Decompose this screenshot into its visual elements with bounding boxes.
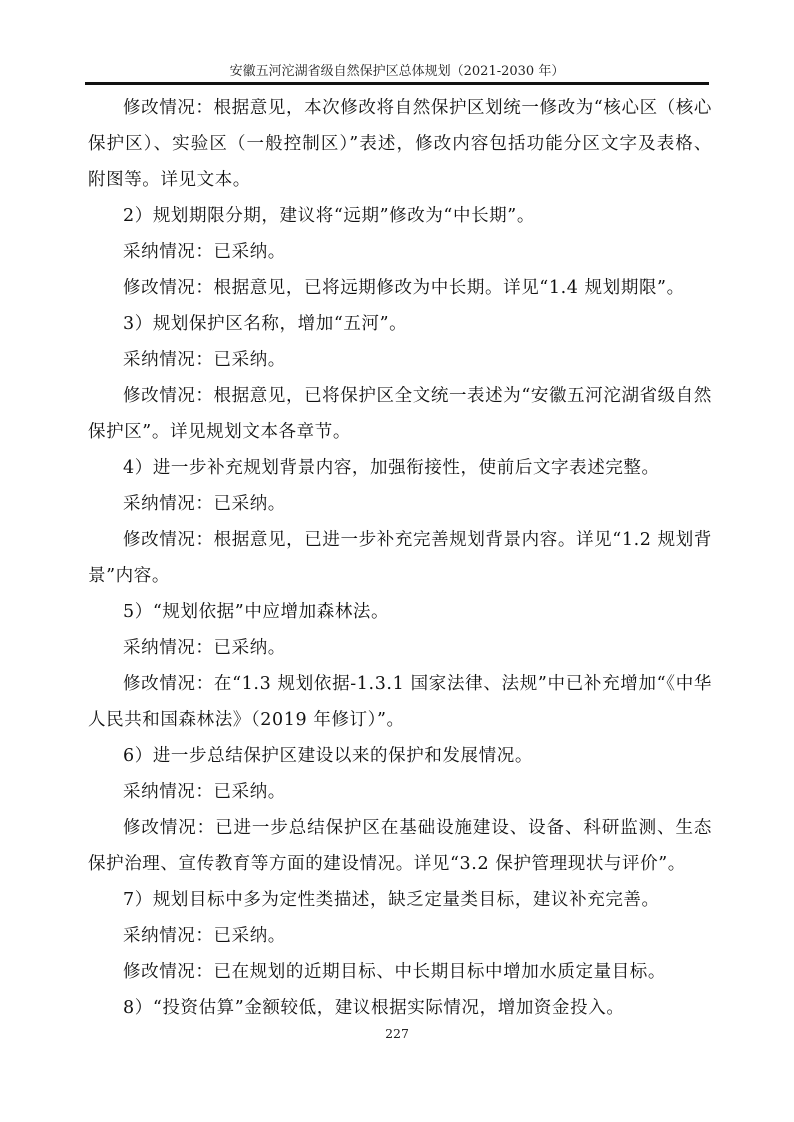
paragraph: 7）规划目标中多为定性类描述，缺乏定量类目标，建议补充完善。 (123, 890, 660, 910)
paragraph: 修改情况：根据意见，本次修改将自然保护区划统一修改为“核心区（核心保护区）、实验区（一般控制区）”表述，修改内容包括功能分区文字及表格、附图等。详见文本。 (88, 98, 712, 190)
paragraph: 8）“投资估算”金额较低，建议根据实际情况，增加资金投入。 (123, 998, 625, 1018)
paragraph: 6）进一步总结保护区建设以来的保护和发展情况。 (123, 746, 533, 766)
paragraph: 修改情况：根据意见，已进一步补充完善规划背景内容。详见“1.2 规划背景”内容。 (88, 530, 712, 586)
paragraph: 3）规划保护区名称，增加“五河”。 (123, 314, 408, 334)
paragraph: 修改情况：根据意见，已将保护区全文统一表述为“安徽五河沱湖省级自然保护区”。详见规划文本各章节。 (88, 386, 712, 442)
paragraph: 采纳情况：已采纳。 (123, 350, 286, 370)
paragraph: 修改情况：已在规划的近期目标、中长期目标中增加水质定量目标。 (123, 962, 666, 982)
page-header: 安徽五河沱湖省级自然保护区总体规划（2021-2030 年） (229, 64, 565, 79)
page-number: 227 (385, 1026, 409, 1041)
paragraph: 修改情况：已进一步总结保护区在基础设施建设、设备、科研监测、生态保护治理、宣传教育等方面的建设情况。详见“3.2 保护管理现状与评价”。 (88, 818, 712, 874)
paragraph: 采纳情况：已采纳。 (123, 782, 286, 802)
paragraph: 采纳情况：已采纳。 (123, 494, 286, 514)
paragraph: 采纳情况：已采纳。 (123, 926, 286, 946)
paragraph: 修改情况：在“1.3 规划依据-1.3.1 国家法律、法规”中已补充增加“《中华人民共和国森林法》（2019 年修订）”。 (88, 674, 712, 730)
paragraph: 采纳情况：已采纳。 (123, 638, 286, 658)
paragraph: 采纳情况：已采纳。 (123, 242, 286, 262)
document-body (88, 90, 712, 1026)
paragraph: 5）“规划依据”中应增加森林法。 (123, 602, 390, 622)
paragraph: 2）规划期限分期，建议将“远期”修改为“中长期”。 (123, 206, 535, 226)
header-rule (85, 82, 709, 85)
paragraph: 4）进一步补充规划背景内容，加强衔接性，使前后文字表述完整。 (123, 458, 660, 478)
paragraph: 修改情况：根据意见，已将远期修改为中长期。详见“1.4 规划期限”。 (123, 278, 685, 298)
